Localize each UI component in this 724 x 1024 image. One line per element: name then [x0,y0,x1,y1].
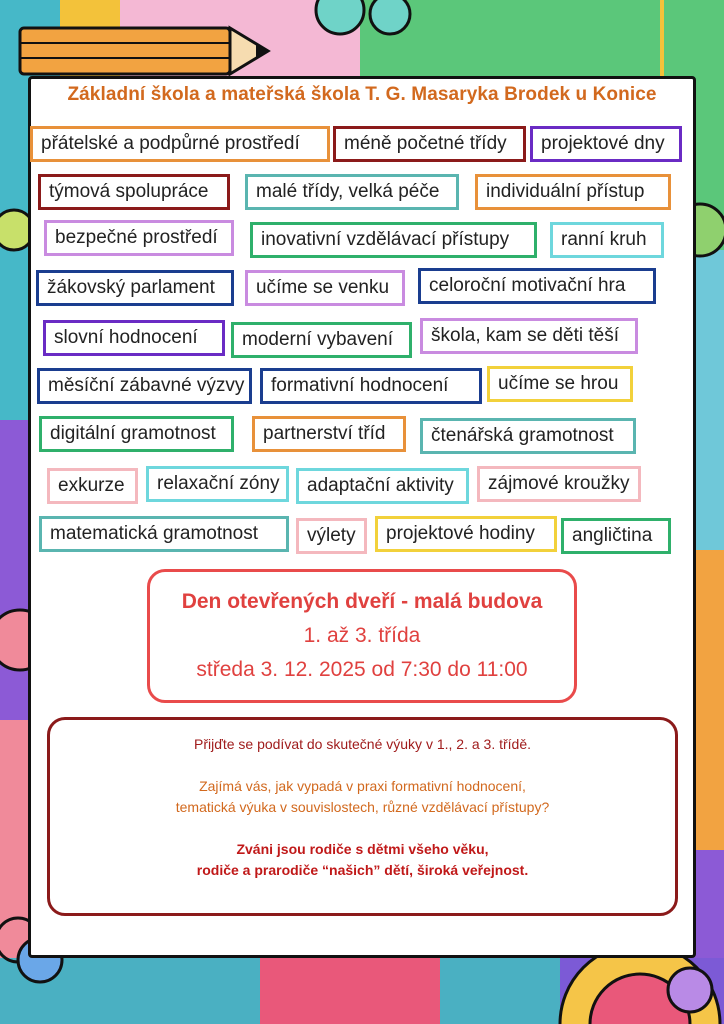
tag-item: malé třídy, velká péče [245,174,459,210]
tag-item: digitální gramotnost [39,416,234,452]
open-day-grades: 1. až 3. třída [303,624,421,647]
tag-item: formativní hodnocení [260,368,482,404]
invite-line: Zajímá vás, jak vypadá v praxi formativní hodnocení, [199,778,526,794]
tag-item: matematická gramotnost [39,516,289,552]
tag-item: žákovský parlament [36,270,234,306]
tag-item: angličtina [561,518,671,554]
invite-line: rodiče a prarodiče “našich” dětí, široká veřejnost. [196,862,529,878]
tag-item: relaxační zóny [146,466,289,502]
tag-item: čtenářská gramotnost [420,418,636,454]
tag-item: celoroční motivační hra [418,268,656,304]
invite-line: tematická výuka v souvislostech, různé vzdělávací přístupy? [175,799,550,815]
pencil-icon [20,28,268,74]
invite-line: Zváni jsou rodiče s dětmi všeho věku, [236,841,489,857]
tag-item: individuální přístup [475,174,671,210]
tag-item: výlety [296,518,367,554]
tag-item: zájmové kroužky [477,466,641,502]
open-day-box [147,569,577,703]
tag-item: exkurze [47,468,138,504]
invitation-box [47,717,678,916]
invite-line: Přijďte se podívat do skutečné výuky v 1., 2. a 3. třídě. [194,736,531,752]
tag-item: partnerství tříd [252,416,406,452]
tag-item: učíme se hrou [487,366,633,402]
tag-item: projektové dny [530,126,682,162]
open-day-datetime: středa 3. 12. 2025 od 7:30 do 11:00 [196,658,528,681]
tag-item: týmová spolupráce [38,174,230,210]
school-title: Základní škola a mateřská škola T. G. Masaryka Brodek u Konice [67,84,657,105]
tag-item: projektové hodiny [375,516,557,552]
tag-item: měsíční zábavné výzvy [37,368,252,404]
open-day-heading: Den otevřených dveří - malá budova [181,590,543,613]
tag-item: inovativní vzdělávací přístupy [250,222,537,258]
tag-item: adaptační aktivity [296,468,469,504]
tag-item: bezpečné prostředí [44,220,234,256]
tag-item: slovní hodnocení [43,320,225,356]
tag-item: moderní vybavení [231,322,412,358]
tag-item: škola, kam se děti těší [420,318,638,354]
tag-item: méně početné třídy [333,126,526,162]
tag-item: učíme se venku [245,270,405,306]
tag-item: přátelské a podpůrné prostředí [30,126,330,162]
tag-item: ranní kruh [550,222,664,258]
